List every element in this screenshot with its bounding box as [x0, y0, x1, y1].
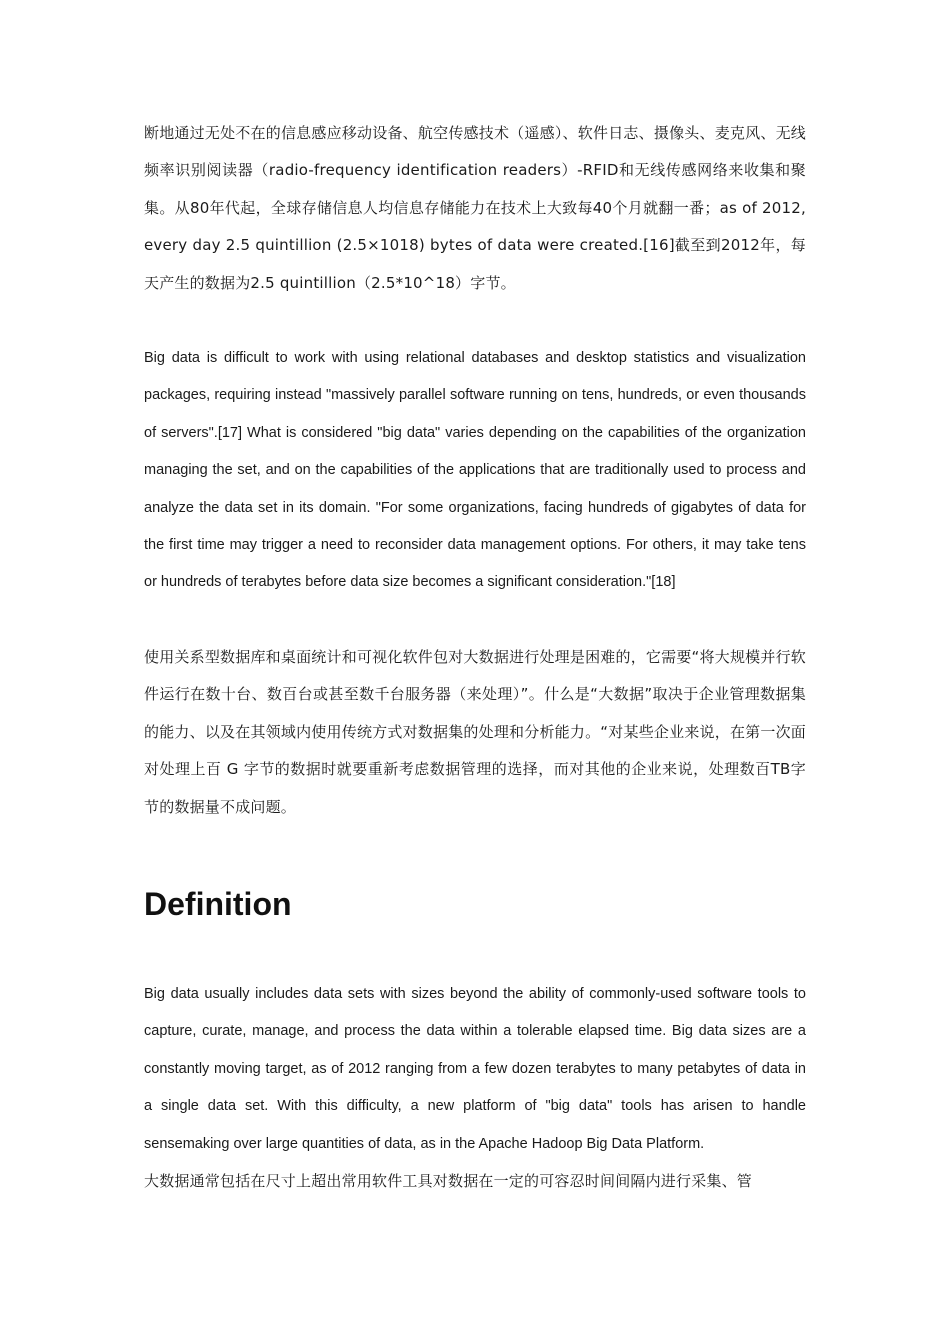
- section-heading-definition: Definition: [144, 886, 292, 922]
- paragraph-big-data-difficulty-en: Big data is difficult to work with using relational databases and desktop statistics and visualization packages, requiring instead "massively parallel software running on tens, hundreds, or even thousands of servers".[17] What is considered "big data" varies depending on the capabilities of the organization managing the set, and on the capabilities of the applications that are traditionally used to process and analyze the data set in its domain. "For some organizations, facing hundreds of gigabytes of data for the first time may trigger a need to reconsider data management options. For others, it may take tens or hundreds of terabytes before data size becomes a significant consideration."[18]: [144, 350, 806, 591]
- paragraph-big-data-difficulty-cn: 使用关系型数据库和桌面统计和可视化软件包对大数据进行处理是困难的，它需要“将大规模并行软件运行在数十台、数百台或甚至数千台服务器（来处理）”。什么是“大数据”取决于企业管理数据集的能力、以及在其领域内使用传统方式对数据集的处理和分析能力。“对某些企业来说，在第一次面对处理上百 G 字节的数据时就要重新考虑数据管理的选择，而对其他的企业来说，处理数百TB字节的数据量不成问题。: [144, 648, 806, 816]
- paragraph-definition-en: Big data usually includes data sets with sizes beyond the ability of commonly-used software tools to capture, curate, manage, and process the data within a tolerable elapsed time. Big data sizes are a constantly moving target, as of 2012 ranging from a few dozen terabytes to many petabytes of data in a single data set. With this difficulty, a new platform of "big data" tools has arisen to handle sensemaking over large quantities of data, as in the Apache Hadoop Big Data Platform.: [144, 986, 806, 1152]
- paragraph-definition-cn: 大数据通常包括在尺寸上超出常用软件工具对数据在一定的可容忍时间间隔内进行采集、管: [144, 1172, 753, 1190]
- paragraph-data-collection-cn: 断地通过无处不在的信息感应移动设备、航空传感技术（遥感）、软件日志、摄像头、麦克风、无线频率识别阅读器（radio-frequency identification readers）-RFID和无线传感网络来收集和聚集。从80年代起，全球存储信息人均信息存储能力在技术上大致每40个月就翻一番；as of 2012, every day 2.5 quintillion (2.5×1018) bytes of data were created.[16]截至到2012年，每天产生的数据为2.5 quintillion（2.5*10^18）字节。: [144, 124, 806, 292]
